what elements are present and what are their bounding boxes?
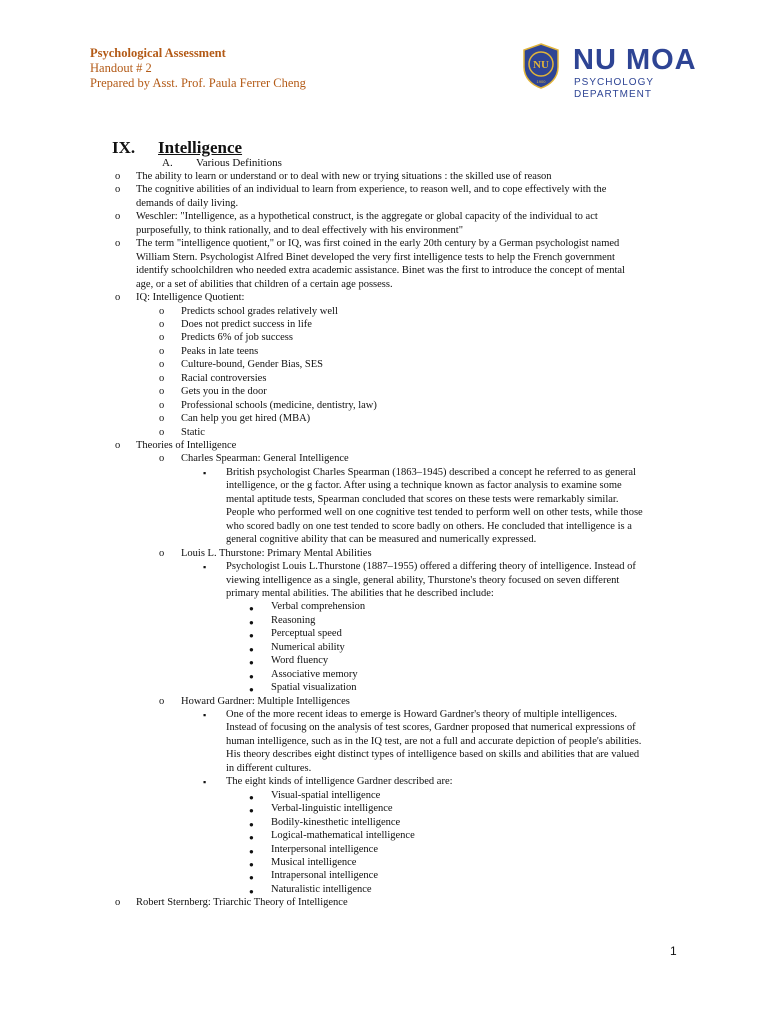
- line-text: Racial controversies: [181, 372, 267, 384]
- line-text: The term "intelligence quotient," or IQ, was first coined in the early 20th century by a German psychologist named: [136, 238, 620, 250]
- line-text: identify schoolchildren who needed extra academic assistance. Binet was the first to introduce the concept of mental: [136, 265, 625, 277]
- bullet-marker-icon: o: [159, 318, 165, 330]
- bullet-marker-icon: ●: [249, 685, 254, 695]
- bullet-marker-icon: ▪: [203, 777, 207, 788]
- bullet-marker-icon: ●: [249, 792, 254, 802]
- subsection-letter: A.: [162, 157, 173, 169]
- bullet-marker-icon: o: [159, 386, 165, 398]
- line-text: British psychologist Charles Spearman (1863–1945) described a concept he referred to as general: [226, 466, 636, 478]
- line-text: Charles Spearman: General Intelligence: [181, 453, 349, 465]
- bullet-marker-icon: ●: [249, 806, 254, 816]
- bullet-marker-icon: ▪: [203, 710, 207, 720]
- line-text: Predicts school grades relatively well: [181, 305, 338, 317]
- line-text: Professional schools (medicine, dentistry, law): [181, 399, 377, 411]
- line-text: human intelligence, such as in the IQ test, are not a full and accurate depiction of people's abilities.: [226, 735, 642, 747]
- line-text: Musical intelligence: [271, 856, 357, 868]
- handout-number: Handout # 2: [90, 61, 152, 75]
- seal-letters: NU: [533, 59, 549, 71]
- bullet-marker-icon: o: [159, 359, 165, 371]
- line-text: The eight kinds of intelligence Gardner described are:: [226, 776, 453, 788]
- line-text: Culture-bound, Gender Bias, SES: [181, 359, 324, 371]
- line-text: His theory describes eight distinct types of intelligence based on skills and abilities that are valued: [226, 749, 640, 761]
- line-text: Psychologist Louis L.Thurstone (1887–1955) offered a differing theory of intelligence. Instead of: [226, 561, 636, 573]
- bullet-marker-icon: ●: [249, 644, 254, 654]
- university-seal-icon: [521, 43, 561, 89]
- subsection-heading: [162, 157, 282, 170]
- bullet-marker-icon: o: [115, 184, 121, 196]
- section-title: Intelligence: [158, 138, 243, 157]
- line-text: Interpersonal intelligence: [271, 843, 378, 855]
- line-text: Verbal comprehension: [271, 601, 366, 613]
- line-text: Can help you get hired (MBA): [181, 413, 311, 425]
- line-text: Visual-spatial intelligence: [271, 789, 381, 801]
- line-text: demands of daily living.: [136, 197, 239, 209]
- bullet-marker-icon: ●: [249, 846, 254, 856]
- bullet-marker-icon: ●: [249, 658, 254, 668]
- line-text: Weschler: "Intelligence, as a hypothetical construct, is the aggregate or global capacity of the individual to act: [136, 211, 598, 223]
- line-text: primary mental abilities. The abilities that he described include:: [226, 587, 494, 599]
- bullet-marker-icon: o: [159, 345, 165, 357]
- author-line: Prepared by Asst. Prof. Paula Ferrer Cheng: [90, 76, 306, 90]
- line-text: Louis L. Thurstone: Primary Mental Abilities: [181, 547, 372, 559]
- line-text: Reasoning: [271, 614, 316, 626]
- bullet-marker-icon: ●: [249, 631, 254, 641]
- bullet-marker-icon: o: [159, 413, 165, 425]
- line-text: William Stern. Psychologist Alfred Binet developed the very first intelligence tests to help the French government: [136, 251, 615, 263]
- line-text: Numerical ability: [271, 641, 345, 653]
- line-text: Logical-mathematical intelligence: [271, 830, 415, 842]
- bullet-marker-icon: ●: [249, 604, 254, 614]
- bullet-marker-icon: o: [115, 171, 121, 182]
- bullet-marker-icon: ●: [249, 873, 254, 883]
- bullet-marker-icon: o: [159, 547, 165, 559]
- line-text: age, or a set of abilities that children of a certain age possess.: [136, 278, 393, 290]
- line-text: Theories of Intelligence: [136, 440, 237, 451]
- line-text: who scored badly on one test tended to score badly on others. He concluded that intelligence is a: [226, 520, 632, 532]
- bullet-marker-icon: o: [115, 292, 121, 304]
- line-text: Instead of focusing on the analysis of test scores, Gardner proposed that numerical expressions of: [226, 722, 636, 734]
- bullet-marker-icon: ▪: [203, 467, 207, 478]
- line-text: Bodily-kinesthetic intelligence: [271, 816, 401, 828]
- line-text: in different cultures.: [226, 762, 312, 774]
- line-text: Robert Sternberg: Triarchic Theory of Intelligence: [136, 897, 348, 909]
- bullet-marker-icon: ▪: [203, 562, 207, 573]
- bullet-marker-icon: o: [159, 426, 165, 438]
- bullet-marker-icon: o: [159, 332, 165, 344]
- bullet-marker-icon: o: [159, 305, 165, 317]
- bullet-marker-icon: o: [159, 372, 165, 384]
- line-text: Gets you in the door: [181, 386, 267, 398]
- line-text: People who performed well on one cognitive test tended to perform well on other tests, while those: [226, 507, 643, 519]
- subsection-title: Various Definitions: [196, 157, 282, 169]
- nu-moa-logo: [521, 43, 731, 100]
- bullet-marker-icon: ●: [249, 617, 254, 627]
- line-text: IQ: Intelligence Quotient:: [136, 292, 245, 304]
- line-text: general cognitive ability that can be measured and numerically expressed.: [226, 534, 537, 546]
- line-text: Peaks in late teens: [181, 345, 259, 357]
- section-number: IX.: [112, 138, 136, 157]
- bullet-marker-icon: o: [159, 695, 165, 707]
- line-text: Spatial visualization: [271, 682, 357, 694]
- line-text: Naturalistic intelligence: [271, 883, 372, 895]
- bullet-marker-icon: ●: [249, 886, 254, 896]
- line-text: Associative memory: [271, 668, 358, 680]
- brand-name: NU MOA: [573, 44, 697, 76]
- line-text: Does not predict success in life: [181, 318, 312, 330]
- line-text: Perceptual speed: [271, 628, 342, 640]
- bullet-marker-icon: o: [159, 453, 165, 465]
- bullet-marker-icon: ●: [249, 833, 254, 843]
- bullet-marker-icon: ●: [249, 859, 254, 869]
- line-text: Intrapersonal intelligence: [271, 870, 378, 882]
- seal-year: 1900: [536, 79, 546, 84]
- section-heading: [112, 138, 242, 158]
- line-text: The cognitive abilities of an individual to learn from experience, to reason well, and to cope effectively with the: [136, 184, 607, 196]
- bullet-marker-icon: o: [115, 440, 121, 451]
- line-text: Static: [181, 426, 205, 438]
- bullet-marker-icon: o: [115, 238, 121, 250]
- line-text: Word fluency: [271, 655, 329, 667]
- bullet-marker-icon: o: [115, 211, 121, 223]
- line-text: One of the more recent ideas to emerge is Howard Gardner's theory of multiple intelligences.: [226, 709, 617, 720]
- line-text: The ability to learn or understand or to deal with new or trying situations : the skilled use of reason: [136, 171, 552, 182]
- bullet-marker-icon: ●: [249, 819, 254, 829]
- bullet-marker-icon: o: [115, 897, 121, 909]
- line-text: purposefully, to think rationally, and to deal effectively with his environment": [136, 224, 463, 236]
- brand-department: PSYCHOLOGY DEPARTMENT: [574, 77, 654, 100]
- line-text: Howard Gardner: Multiple Intelligences: [181, 695, 350, 707]
- document-header: [90, 46, 306, 91]
- line-text: mental aptitude tests, Spearman concluded that scores on these tests were remarkably similar.: [226, 493, 619, 505]
- line-text: Verbal-linguistic intelligence: [271, 803, 393, 815]
- course-title: Psychological Assessment: [90, 46, 226, 60]
- line-text: intelligence, or the g factor. After using a technique known as factor analysis to examine some: [226, 480, 622, 492]
- line-text: Predicts 6% of job success: [181, 332, 293, 344]
- page-number: 1: [670, 944, 677, 958]
- bullet-marker-icon: o: [159, 399, 165, 411]
- bullet-marker-icon: ●: [249, 671, 254, 681]
- line-text: viewing intelligence as a single, general ability, Thurstone's theory focused on seven different: [226, 574, 620, 586]
